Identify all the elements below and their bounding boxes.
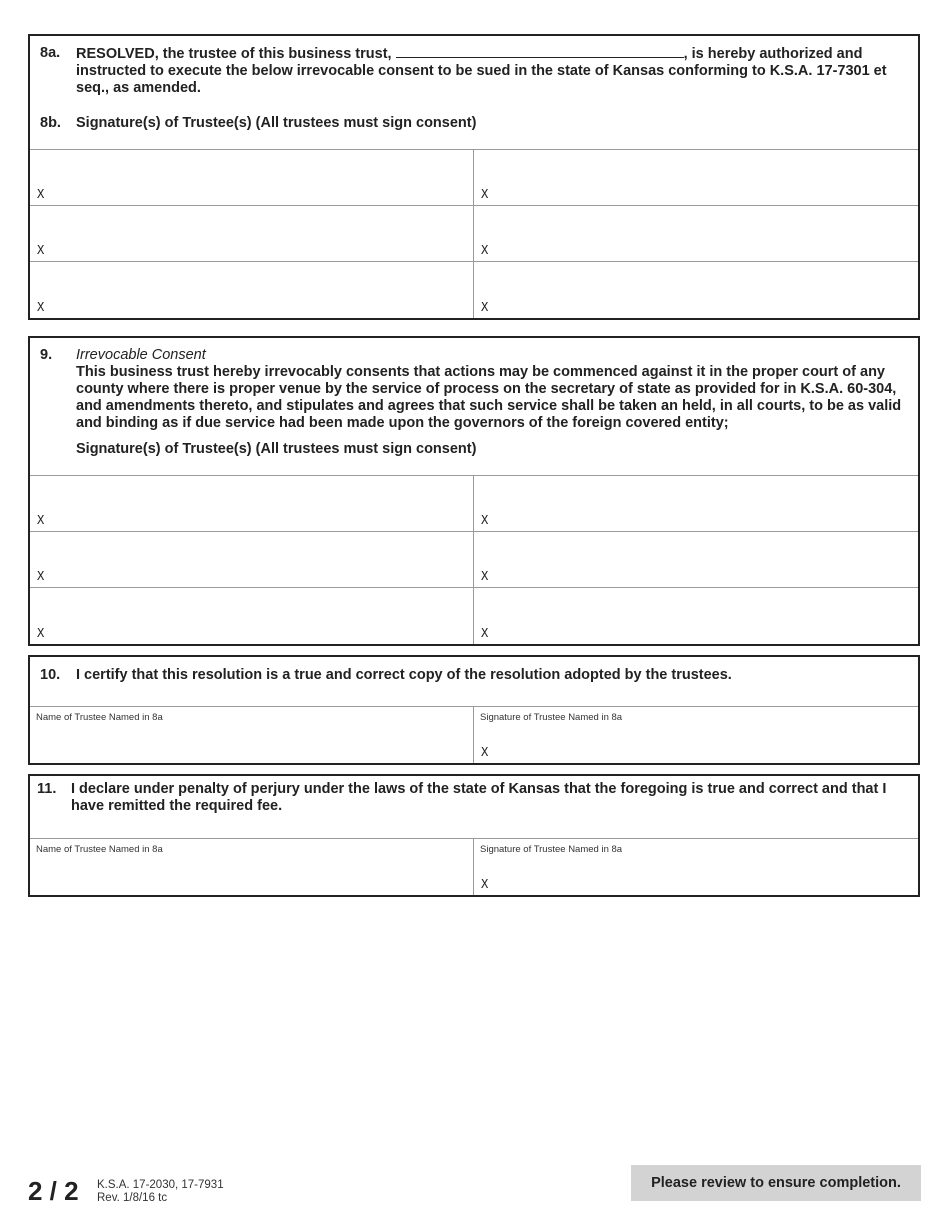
section-10 <box>30 657 918 696</box>
statute-reference: K.S.A. 17-2030, 17-7931 <box>97 1179 224 1191</box>
x-mark: X <box>481 626 489 640</box>
section-10-fields <box>30 706 918 763</box>
trustee-name-field[interactable] <box>30 839 474 895</box>
x-mark: X <box>37 513 45 527</box>
trustee-signature-field[interactable] <box>474 839 918 895</box>
section-9-title: Irrevocable Consent <box>76 347 206 363</box>
section-11 <box>30 776 918 838</box>
signature-field[interactable] <box>474 476 918 532</box>
page-number: 2 / 2 <box>28 1176 79 1206</box>
signature-field[interactable] <box>30 150 474 206</box>
x-mark: X <box>481 569 489 583</box>
section-9-signature-heading: Signature(s) of Trustee(s) (All trustees must sign consent) <box>76 441 477 457</box>
section-10-number: 10. <box>40 667 61 683</box>
x-mark: X <box>481 513 489 527</box>
revision-note: Rev. 1/8/16 tc <box>97 1192 168 1204</box>
review-button[interactable]: Please review to ensure completion. <box>631 1165 921 1201</box>
section-8a <box>30 36 918 97</box>
section-8b <box>30 115 918 149</box>
x-mark: X <box>37 300 45 314</box>
signature-field[interactable] <box>474 262 918 318</box>
trustee-name-field[interactable] <box>396 45 684 58</box>
x-mark: X <box>481 745 489 759</box>
trustee-signature-field[interactable] <box>474 707 918 763</box>
signature-field[interactable] <box>30 206 474 262</box>
section-8a-text-before: RESOLVED, the trustee of this business trust, <box>76 46 396 62</box>
section-9-body: This business trust hereby irrevocably consents that actions may be commenced against it in the proper court of any county where there is proper venue by the service of process on the secretary of state as provided for in K.S.A. 60-304, and amendments thereto, and stipulates and agrees that such service shall be taken an held, in all courts, to be as valid and binding as if due service had been made upon the governors of the foreign covered entity; <box>76 364 902 431</box>
x-mark: X <box>481 877 489 891</box>
section-9 <box>30 338 918 475</box>
name-label: Name of Trustee Named in 8a <box>36 712 163 723</box>
x-mark: X <box>37 187 45 201</box>
section-11-fields <box>30 838 918 895</box>
section-10-box <box>28 655 920 765</box>
section-11-box <box>28 774 920 897</box>
trustee-signature-grid-9 <box>30 475 918 644</box>
section-8a-number: 8a. <box>40 45 61 61</box>
section-10-text: I certify that this resolution is a true and correct copy of the resolution adopted by the trustees. <box>76 667 732 683</box>
signature-field[interactable] <box>30 476 474 532</box>
name-label: Name of Trustee Named in 8a <box>36 844 163 855</box>
x-mark: X <box>37 243 45 257</box>
signature-field[interactable] <box>30 532 474 588</box>
signature-field[interactable] <box>30 588 474 644</box>
section-11-number: 11. <box>37 781 57 797</box>
section-8b-heading: Signature(s) of Trustee(s) (All trustees must sign consent) <box>76 115 477 131</box>
section-9-box <box>28 336 920 646</box>
x-mark: X <box>481 243 489 257</box>
section-8a-text-after: , is hereby authorized and instructed to execute the below irrevocable consent to be sued in the state of Kansas conforming to K.S.A. 17-7301 et seq., as amended. <box>76 46 887 96</box>
signature-field[interactable] <box>474 150 918 206</box>
x-mark: X <box>37 569 45 583</box>
signature-label: Signature of Trustee Named in 8a <box>480 712 623 723</box>
signature-field[interactable] <box>474 588 918 644</box>
section-8-box <box>28 34 920 320</box>
section-9-number: 9. <box>40 347 53 363</box>
signature-field[interactable] <box>30 262 474 318</box>
footer-reference <box>97 1179 224 1205</box>
signature-label: Signature of Trustee Named in 8a <box>480 844 623 855</box>
x-mark: X <box>481 300 489 314</box>
x-mark: X <box>37 626 45 640</box>
signature-field[interactable] <box>474 206 918 262</box>
section-11-text: I declare under penalty of perjury under the laws of the state of Kansas that the foregoing is true and correct and that I have remitted the required fee. <box>71 781 887 814</box>
trustee-name-field[interactable] <box>30 707 474 763</box>
signature-field[interactable] <box>474 532 918 588</box>
trustee-signature-grid-8b <box>30 149 918 318</box>
section-8b-number: 8b. <box>40 115 61 131</box>
x-mark: X <box>481 187 489 201</box>
